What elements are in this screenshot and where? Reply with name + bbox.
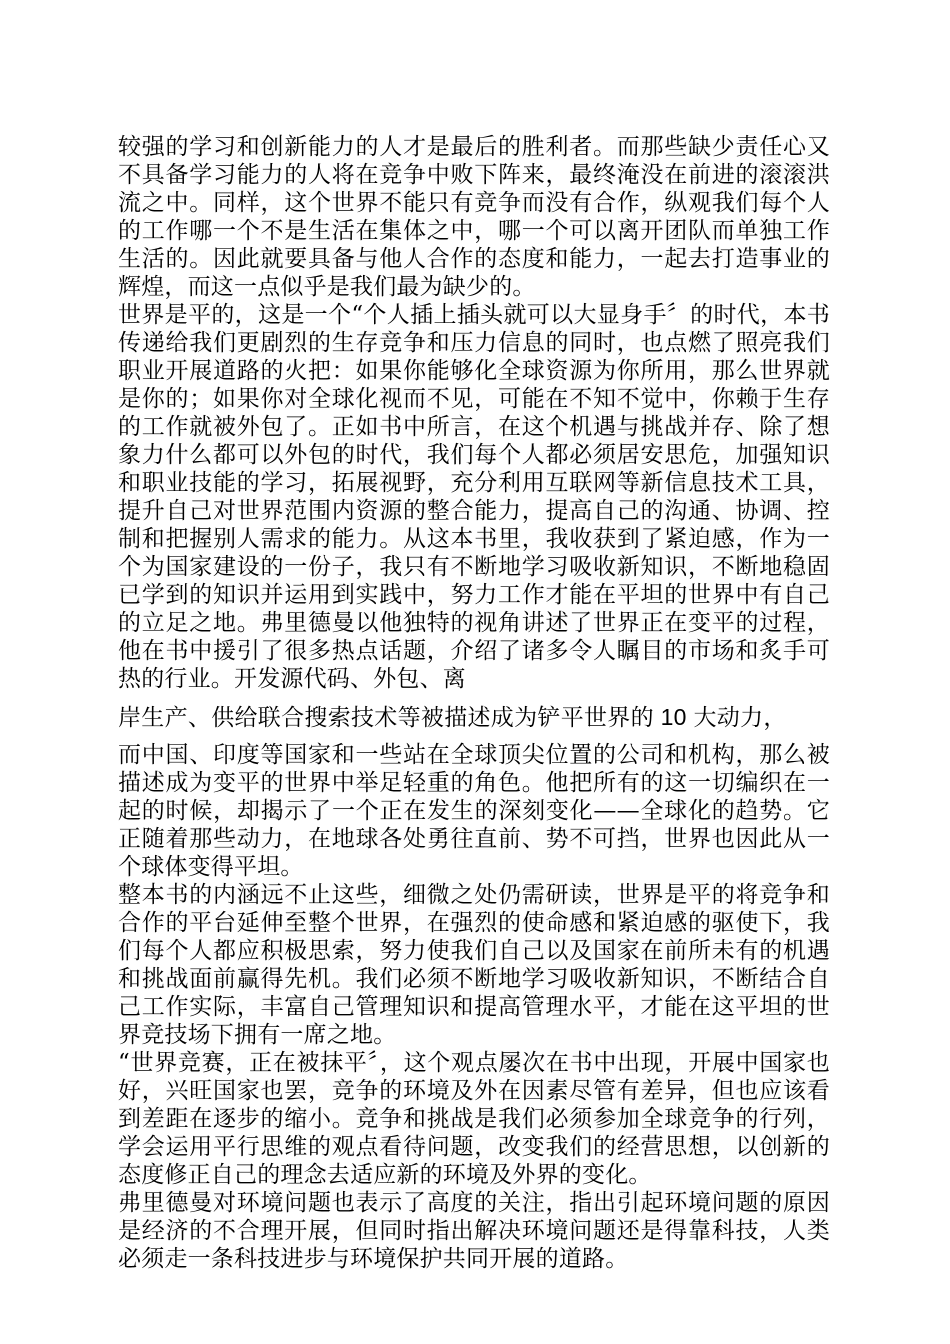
paragraph-4: 整本书的内涵远不止这些，细微之处仍需研读，世界是平的将竞争和合作的平台延伸至整个世界，在强烈的使命感和紧迫感的驱使下，我们每个人都应积极思索，努力使我们自己以及国家在前所未有的机遇和挑战面前赢得先机。我们必须不断地学习吸收新知识，不断结合自己工作实际，丰富自己管理知识和提高管理水平，才能在这平坦的世界竞技场下拥有一席之地。 (118, 882, 830, 1048)
body-text (118, 133, 830, 1273)
paragraph-1: 较强的学习和创新能力的人才是最后的胜利者。而那些缺少责任心又不具备学习能力的人将在竞争中败下阵来，最终淹没在前进的滚滚洪流之中。同样，这个世界不能只有竞争而没有合作，纵观我们每个人的工作哪一个不是生活在集体之中，哪一个可以离开团队而单独工作生活的。因此就要具备与他人合作的态度和能力，一起去打造事业的辉煌，而这一点似乎是我们最为缺少的。 (118, 134, 830, 300)
paragraph-6: 弗里德曼对环境问题也表示了高度的关注，指出引起环境问题的原因是经济的不合理开展，但同时指出解决环境问题还是得靠科技，人类必须走一条科技进步与环境保护共同开展的道路。 (118, 1190, 830, 1272)
paragraph-3: 而中国、印度等国家和一些站在全球顶尖位置的公司和机构，那么被描述成为变平的世界中举足轻重的角色。他把所有的这一切编织在一起的时候，却揭示了一个正在发生的深刻变化——全球化的趋势。它正随着那些动力，在地球各处勇往直前、势不可挡，世界也因此从一个球体变得平坦。 (118, 742, 830, 880)
paragraph-2: 世界是平的，这是一个“个人插上插头就可以大显身手〞的时代，本书传递给我们更剧烈的生存竞争和压力信息的同时，也点燃了照亮我们职业开展道路的火把：如果你能够化全球资源为你所用，那么世界就是你的；如果你对全球化视而不见，可能在不知不觉中，你赖于生存的工作就被外包了。正如书中所言，在这个机遇与挑战并存、除了想象力什么都可以外包的时代，我们每个人都必须居安思危，加强知识和职业技能的学习，拓展视野，充分利用互联网等新信息技术工具，提升自己对世界范围内资源的整合能力，提高自己的沟通、协调、控制和把握别人需求的能力。从这本书里，我收获到了紧迫感，作为一个为国家建设的一份子，我只有不断地学习吸收新知识，不断地稳固已学到的知识并运用到实践中，努力工作才能在平坦的世界中有自己的立足之地。弗里德曼以他独特的视角讲述了世界正在变平的过程，他在书中援引了很多热点话题，介绍了诸多令人瞩目的市场和炙手可热的行业。开发源代码、外包、离 (118, 302, 830, 692)
paragraph-2-continuation: 岸生产、供给联合搜索技术等被描述成为铲平世界的 10 大动力， (118, 704, 787, 730)
paragraph-5: “世界竞赛，正在被抹平〞，这个观点屡次在书中出现，开展中国家也好，兴旺国家也罢，竞争的环境及外在因素尽管有差异，但也应该看到差距在逐步的缩小。竞争和挑战是我们必须参加全球竞争的行列，学会运用平行思维的观点看待问题，改变我们的经营思想，以创新的态度修正自己的理念去适应新的环境及外界的变化。 (118, 1050, 830, 1188)
